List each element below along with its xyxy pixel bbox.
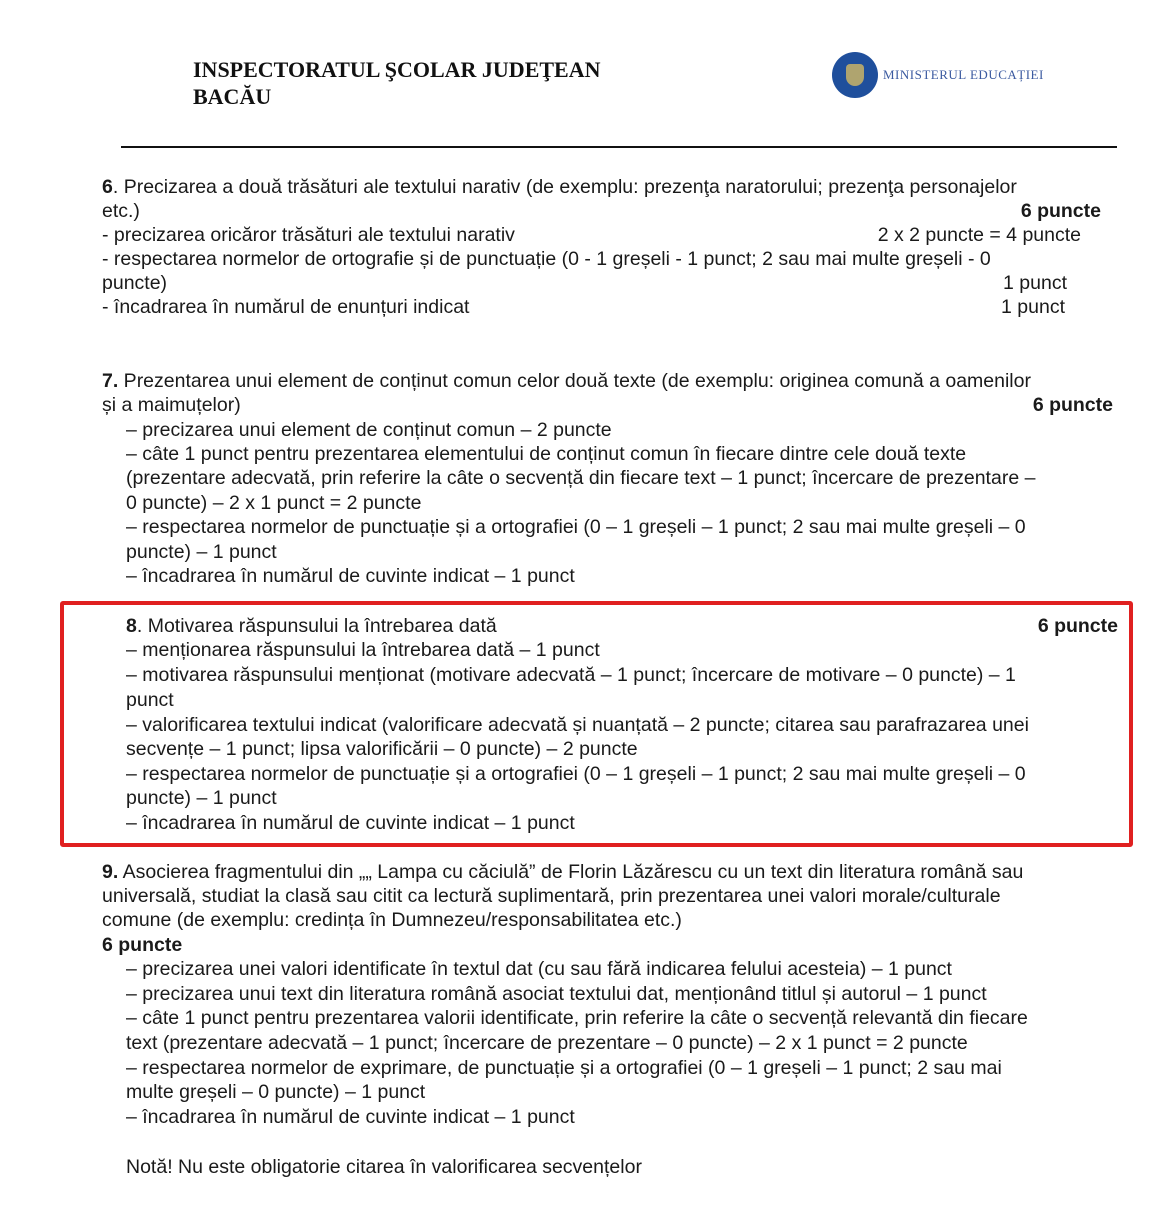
q8-title [126, 614, 497, 638]
q8-line: secvențe – 1 punct; lipsa valorificării – 0 puncte) – 2 puncte [126, 738, 638, 760]
q6-item-3-score: 1 punct [1001, 296, 1065, 318]
q9-title-cont: comune (de exemplu: credința în Dumnezeu/responsabilitatea etc.) [102, 909, 682, 931]
q7-line: 0 puncte) – 2 x 1 punct = 2 puncte [126, 492, 422, 514]
q9-title-cont: universală, studiat la clasă sau citit ca lectură suplimentară, prin prezentarea unei valori morale/culturale [102, 885, 1001, 907]
q8-line: – valorificarea textului indicat (valorificare adecvată și nuanțată – 2 puncte; citarea sau parafrazarea unei [126, 714, 1029, 736]
q9-note: Notă! Nu este obligatorie citarea în valorificarea secvențelor [126, 1156, 642, 1178]
institution-line-1: INSPECTORATUL ŞCOLAR JUDEŢEAN [193, 57, 601, 82]
q6-item-2-score: 1 punct [1003, 272, 1067, 294]
q9-number: 9. [102, 861, 119, 883]
q7-title-text: Prezentarea unui element de conținut comun celor două texte (de exemplu: originea comună a oamenilor [118, 370, 1031, 392]
q9-line: – precizarea unei valori identificate în textul dat (cu sau fără indicarea felului acesteia) – 1 punct [126, 958, 952, 980]
q8-line: – încadrarea în numărul de cuvinte indicat – 1 punct [126, 812, 575, 834]
logo-text: MINISTERUL EDUCAȚIEI [883, 67, 1044, 82]
institution-line-2: BACĂU [193, 84, 272, 109]
q9-line: – câte 1 punct pentru prezentarea valorii identificate, prin referire la câte o secvență relevantă din fiecare [126, 1007, 1028, 1029]
q6-item-3: - încadrarea în numărul de enunțuri indicat [102, 296, 470, 318]
q6-item-2-cont: puncte) [102, 272, 168, 294]
q7-points: 6 puncte [1032, 394, 1113, 416]
ministry-logo [832, 52, 1044, 98]
q7-line: – încadrarea în numărul de cuvinte indicat – 1 punct [126, 565, 575, 587]
q8-points: 6 puncte [1037, 615, 1118, 637]
q7-title-cont: și a maimuțelor) [102, 394, 241, 416]
q8-line: punct [126, 689, 174, 711]
q8-line: – menționarea răspunsului la întrebarea dată – 1 punct [126, 639, 600, 661]
q7-line: – respectarea normelor de punctuație și a ortografiei (0 – 1 greșeli – 1 punct; 2 sau mai multe greșeli – 0 [126, 516, 1026, 538]
q9-line: – încadrarea în numărul de cuvinte indicat – 1 punct [126, 1106, 575, 1128]
q6-number: 6 [102, 176, 113, 198]
q9-line: text (prezentare adecvată – 1 punct; încercare de prezentare – 0 puncte) – 2 x 1 punct = 2 puncte [126, 1032, 968, 1054]
institution-name [193, 56, 601, 110]
q6-item-1: - precizarea oricăror trăsături ale textului narativ [102, 224, 515, 246]
q9-line: multe greșeli – 0 puncte) – 1 punct [126, 1081, 426, 1103]
q8-line: – respectarea normelor de punctuație și a ortografiei (0 – 1 greșeli – 1 punct; 2 sau mai multe greșeli – 0 [126, 763, 1026, 785]
q8-number: 8 [126, 615, 137, 637]
q6-item-1-score: 2 x 2 puncte = 4 puncte [877, 224, 1081, 246]
q7-line: puncte) – 1 punct [126, 541, 277, 563]
q8-title-text: . Motivarea răspunsului la întrebarea dată [136, 615, 497, 637]
q6-item-2: - respectarea normelor de ortografie și de punctuație (0 - 1 greșeli - 1 punct; 2 sau mai multe greșeli - 0 [102, 248, 991, 270]
q7-line: – câte 1 punct pentru prezentarea elementului de conținut comun în fiecare dintre cele două texte [126, 443, 967, 465]
q8-line: puncte) – 1 punct [126, 787, 277, 809]
header-divider [121, 146, 1117, 148]
coat-of-arms-icon [832, 52, 878, 98]
q6-points: 6 puncte [1020, 200, 1101, 222]
q7-line: – precizarea unui element de conținut comun – 2 puncte [126, 419, 612, 441]
q7-title [102, 369, 1031, 393]
q7-line: (prezentare adecvată, prin referire la câte o secvență din fiecare text – 1 punct; încercare de prezentare – [126, 467, 1036, 489]
q6-title-cont: etc.) [102, 200, 140, 222]
q9-title [102, 860, 1023, 884]
q9-line: – precizarea unui text din literatura română asociat textului dat, menționând titlul și autorul – 1 punct [126, 983, 987, 1005]
q6-title-text: . Precizarea a două trăsături ale textului narativ (de exemplu: prezenţa naratorului; prezenţa personajelor [112, 176, 1017, 198]
q8-line: – motivarea răspunsului menționat (motivare adecvată – 1 punct; încercare de motivare – 0 puncte) – 1 [126, 664, 1016, 686]
q7-number: 7. [102, 370, 119, 392]
q6-title [102, 175, 1017, 199]
q9-title-text: Asocierea fragmentului din „„ Lampa cu căciulă” de Florin Lăzărescu cu un text din literatura română sau [118, 861, 1024, 883]
q9-points: 6 puncte [102, 934, 183, 956]
q9-line: – respectarea normelor de exprimare, de punctuație și a ortografiei (0 – 1 greșeli – 1 punct; 2 sau mai [126, 1057, 1002, 1079]
